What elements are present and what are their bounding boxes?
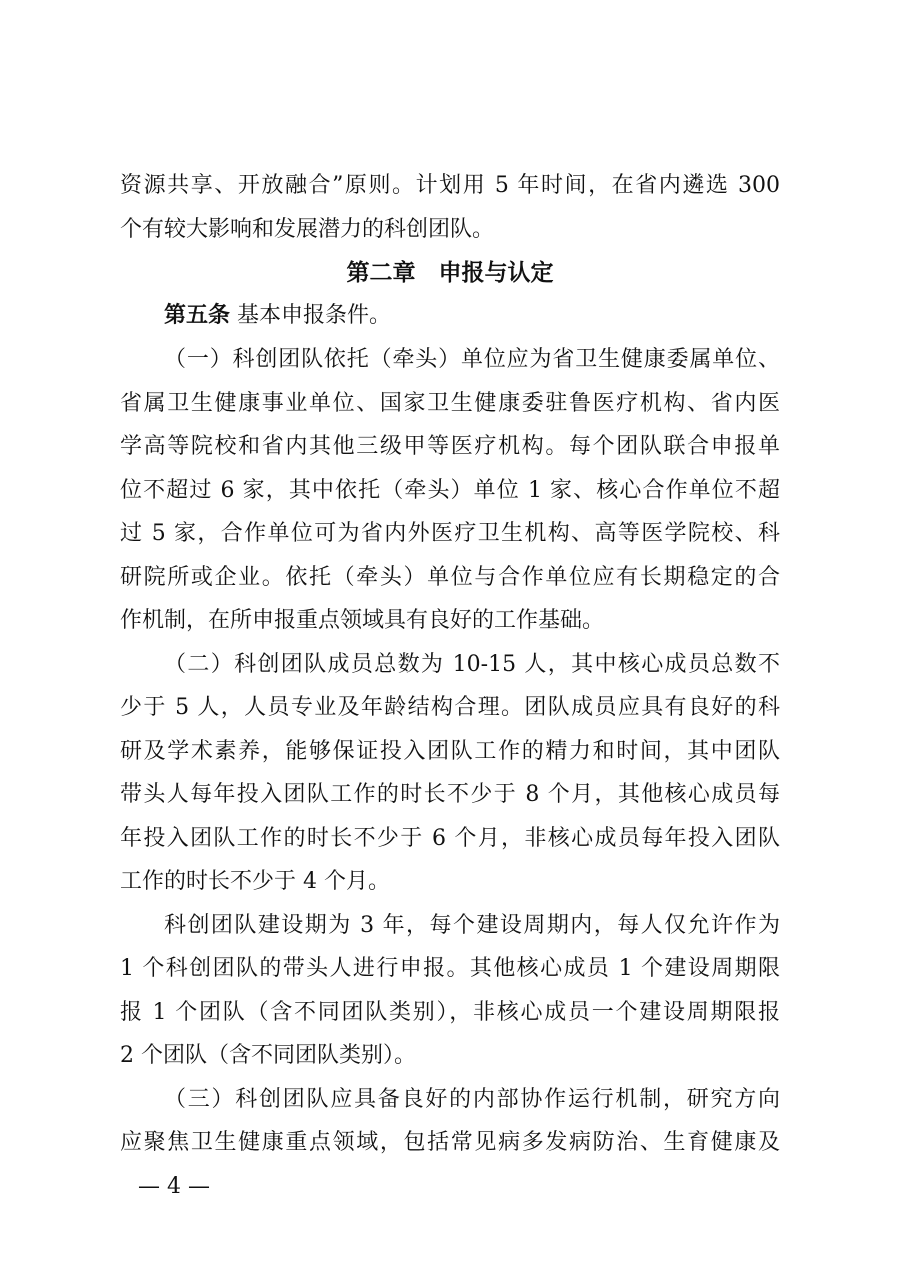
body-line: 个有较大影响和发展潜力的科创团队。 (120, 217, 495, 242)
body-line: 资源共享、开放融合”原则。计划用 5 年时间，在省内遴选 300 (120, 173, 780, 198)
body-line: 学高等院校和省内其他三级甲等医疗机构。每个团队联合申报单 (120, 434, 780, 459)
body-line: 少于 5 人，人员专业及年龄结构合理。团队成员应具有良好的科 (120, 695, 780, 720)
body-line: 省属卫生健康事业单位、国家卫生健康委驻鲁医疗机构、省内医 (120, 391, 780, 416)
body-line: 1 个科创团队的带头人进行申报。其他核心成员 1 个建设周期限 (120, 956, 780, 981)
body-line: 位不超过 6 家，其中依托（牵头）单位 1 家、核心合作单位不超 (120, 478, 780, 503)
article-title: 基本申报条件。 (237, 303, 392, 328)
body-line: 研及学术素养，能够保证投入团队工作的精力和时间，其中团队 (120, 739, 780, 764)
body-line: 研院所或企业。依托（牵头）单位与合作单位应有长期稳定的合 (120, 565, 780, 590)
body-line: 报 1 个团队（含不同团队类别），非核心成员一个建设周期限报 (120, 1000, 780, 1025)
body-line: 过 5 家，合作单位可为省内外医疗卫生机构、高等医学院校、科 (120, 521, 780, 546)
article-line (164, 301, 780, 331)
body-line: 带头人每年投入团队工作的时长不少于 8 个月，其他核心成员每 (120, 782, 780, 807)
body-line: 应聚焦卫生健康重点领域，包括常见病多发病防治、生育健康及 (120, 1130, 780, 1155)
body-line: 年投入团队工作的时长不少于 6 个月，非核心成员每年投入团队 (120, 826, 780, 851)
body-line: 作机制，在所申报重点领域具有良好的工作基础。 (120, 608, 605, 633)
article-number: 第五条 (164, 303, 231, 328)
page-number: — 4 — (138, 1174, 210, 1199)
body-line: 2 个团队（含不同团队类别）。 (120, 1043, 416, 1068)
chapter-heading: 第二章 申报与认定 (346, 260, 554, 286)
body-line: （一）科创团队依托（牵头）单位应为省卫生健康委属单位、 (164, 347, 780, 372)
body-line: （三）科创团队应具备良好的内部协作运行机制，研究方向 (164, 1087, 780, 1112)
body-line: 工作的时长不少于 4 个月。 (120, 869, 390, 894)
body-line: 科创团队建设期为 3 年，每个建设周期内，每人仅允许作为 (164, 913, 780, 938)
body-line: （二）科创团队成员总数为 10-15 人，其中核心成员总数不 (164, 652, 780, 677)
